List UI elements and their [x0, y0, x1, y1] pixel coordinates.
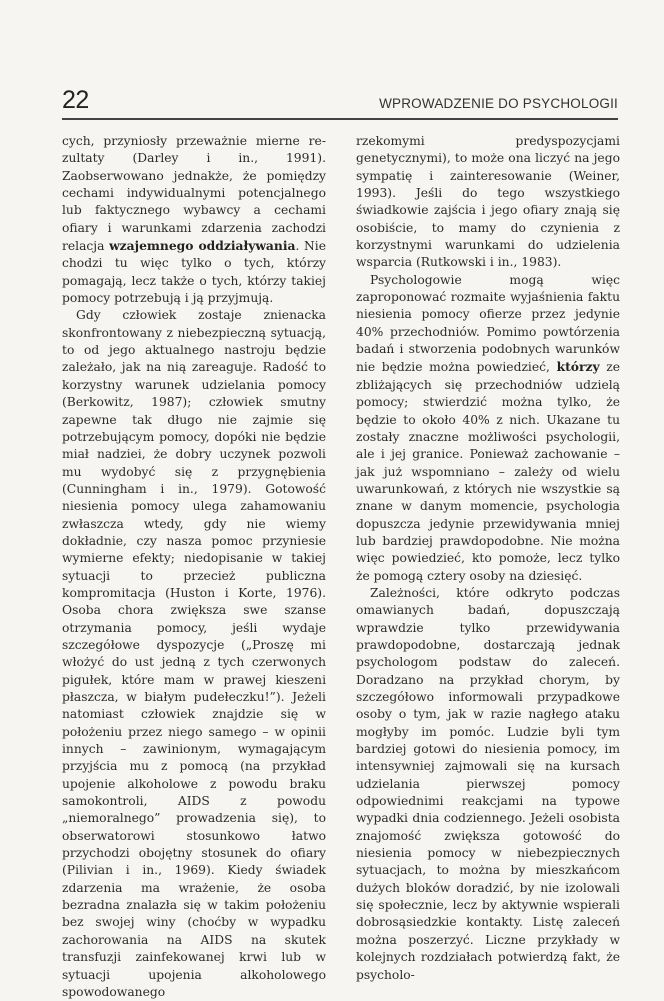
page-header	[62, 86, 618, 120]
text-run: cych, przyniosły przeważnie mierne re-zultaty (Darley i in., 1991). Zaobserwowano jednakże, że pomiędzy cechami indywidualnymi potencjalnego lub faktycznego wybawcy a cechami ofiary i warunkami zdarzenia zachodzi relacja	[62, 134, 326, 254]
page-number: 22	[62, 86, 89, 114]
text-run: . Nie chodzi tu więc tylko o tych, którzy pomagają, lecz także o tych, którzy takiej pomocy potrzebują i ją przyjmują.	[62, 239, 326, 306]
text-run: ze zbliżających się przechodniów udzielą pomocy; stwierdzić można tylko, że będzie to około 40% z nich. Ukazane tu zostały znaczne możliwości psychologii, ale i jej granice. Ponieważ zachowanie – jak już wspomniano – zależy od wielu uwarunkowań, z których nie wszystkie są znane w danym momencie, psychologia dopuszcza jedynie przewidywania mniej lub bardziej prawdopodobne. Nie można więc powiedzieć, kto pomoże, lecz tylko że pomogą cztery osoby na dziesięć.	[356, 360, 620, 583]
right-column	[356, 133, 620, 984]
text-run: Psychologowie mogą więc zaproponować rozmaite wyjaśnienia faktu niesienia pomocy ofierze przez jedynie 40% przechodniów. Pomimo powtórzenia badań i stworzenia podobnych warunków nie będzie można powiedzieć,	[356, 272, 620, 375]
bold-term: którzy	[556, 359, 600, 375]
paragraph	[62, 133, 326, 307]
paragraph: Gdy człowiek zostaje znienacka skonfrontowany z niebezpieczną sytuacją, to od jego aktualnego nastroju będzie zależało, jak na nią zareaguje. Radość to korzystny warunek udzielania pomocy (Berkowitz, 1987); człowiek smutny zapewne tak długo nie zajmie się potrzebującym pomocy, dopóki nie będzie miał nadziei, że dobry uczynek pozwoli mu wydobyć się z przygnębienia (Cunningham i in., 1979). Gotowość niesienia pomocy ulega zahamowaniu zwłaszcza wtedy, gdy nie wiemy dokładnie, czy nasza pomoc przyniesie wymierne efekty; niedopisanie w takiej sytuacji to przecież publiczna kompromitacja (Huston i Korte, 1976). Osoba chora zwiększa swe szanse otrzymania pomocy, jeśli wydaje szczegółowe dyspozycje („Proszę mi włożyć do ust jedną z tych czerwonych pigułek, które mam w prawej kieszeni płaszcza, w białym pudełeczku!”). Jeżeli natomiast człowiek znajdzie się w położeniu przez niego samego – w opinii innych – zawinionym, wymagającym przyjścia mu z pomocą (na przykład upojenie alkoholowe z powodu braku samokontroli, AIDS z powodu „niemoralnego” prowadzenia się), to obserwatorowi stosunkowo łatwo przychodzi obojętny stosunek do ofiary (Pilivian i in., 1969). Kiedy świadek zdarzenia ma wrażenie, że osoba bezradna znalazła się w takim położeniu bez swojej winy (choćby w wypadku zachorowania na AIDS na skutek transfuzji zainfekowanej krwi lub w sytuacji upojenia alkoholowego spowodowanego	[62, 308, 326, 999]
running-title: WPROWADZENIE DO PSYCHOLOGII	[379, 96, 618, 111]
paragraph	[356, 272, 620, 585]
paragraph: Zależności, które odkryto podczas omawianych badań, dopuszczają wprawdzie tylko przewidywania prawdopodobne, dostarczają jednak psychologom podstaw do zaleceń. Doradzano na przykład chorym, by szczegółowo informowali przypadkowe osoby o tym, jak w razie nagłego ataku mogłyby im pomóc. Ludzie byli tym bardziej gotowi do niesienia pomocy, im intensywniej zajmowali się na kursach udzielania pierwszej pomocy odpowiednimi reakcjami na typowe wypadki dnia codziennego. Jeżeli osobista znajomość zwiększa gotowość do niesienia pomocy w niebezpiecznych sytuacjach, to można by mieszkańcom dużych bloków doradzić, by nie izolowali się społecznie, lecz by aktywnie wspierali dobrosąsiedzkie kontakty. Listę zaleceń można poszerzyć. Liczne przykłady w kolejnych rozdziałach potwierdzą fakt, że psycholo-	[356, 585, 620, 982]
left-column	[62, 133, 326, 1001]
bold-term: wzajemnego oddziaływania	[109, 238, 296, 254]
paragraph: rzekomymi predyspozycjami genetycznymi), to może ona liczyć na jego sympatię i zainteresowanie (Weiner, 1993). Jeśli do tego wszystkiego świadkowie zajścia i jego ofiary znają się osobiście, to mamy do czynienia z korzystnymi warunkami do udzielenia wsparcia (Rutkowski i in., 1983).	[356, 134, 620, 270]
header-rule	[62, 118, 618, 120]
